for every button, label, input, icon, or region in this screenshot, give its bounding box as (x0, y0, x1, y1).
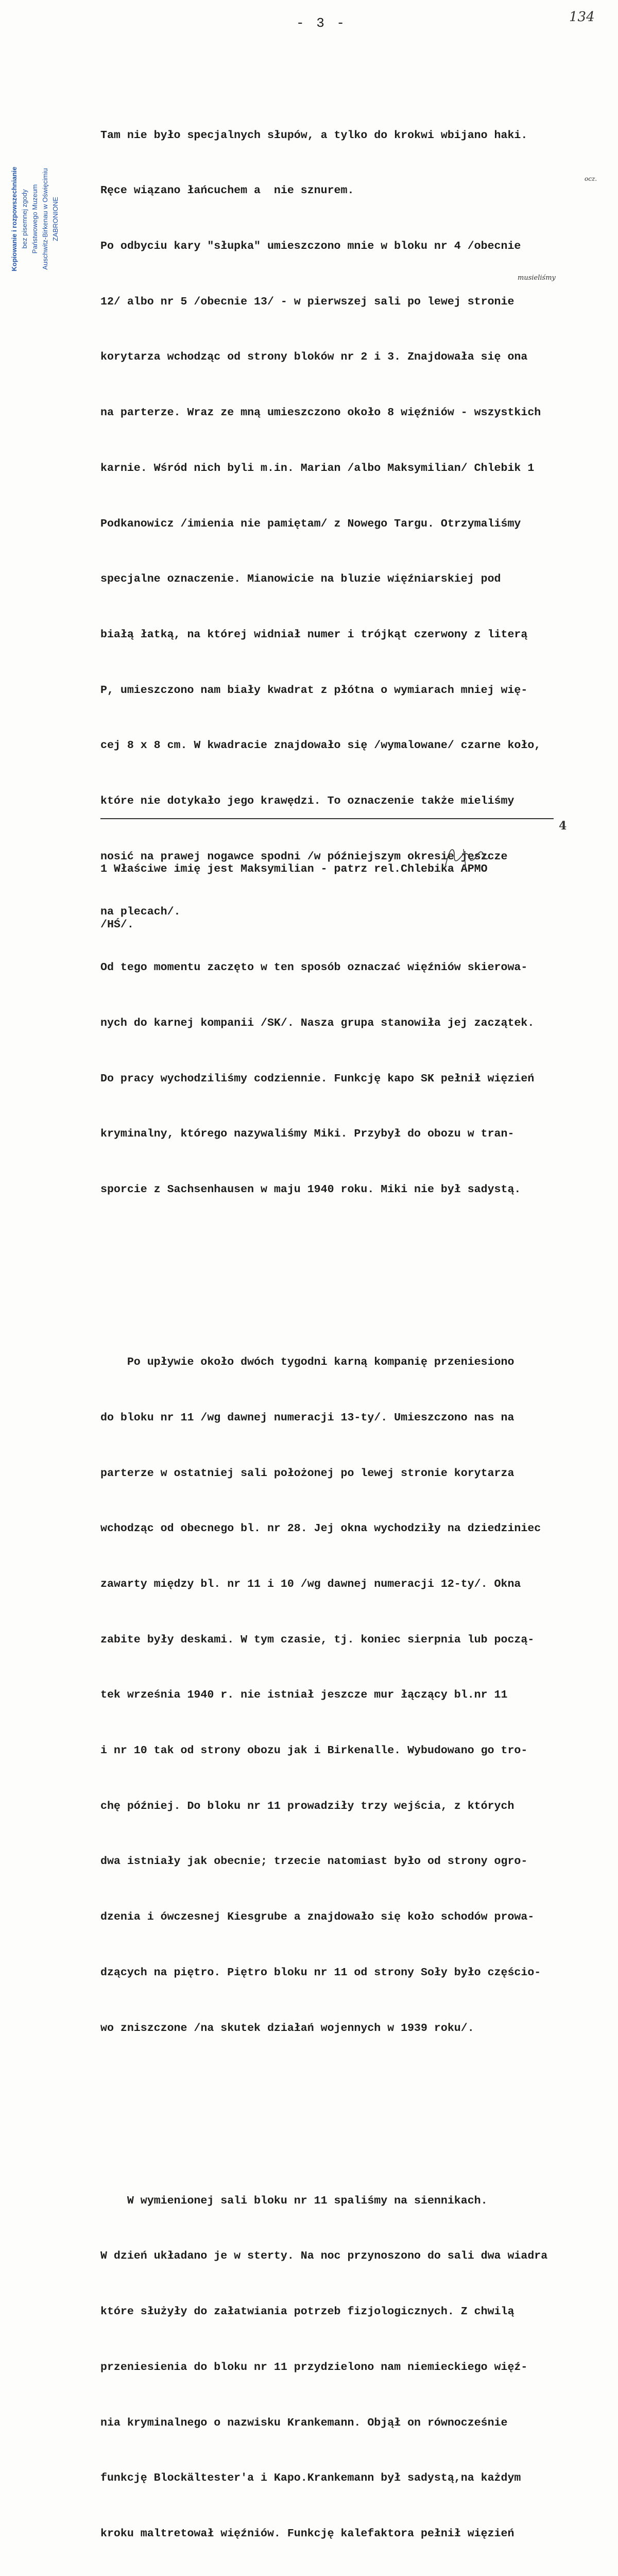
stamp-line: ZABRONIONE (52, 197, 59, 241)
text-line: 12/ albo nr 5 /obecnie 13/ - w pierwszej sali po lewej stronie (100, 295, 514, 308)
document-body (100, 53, 610, 2576)
text-line: specjalne oznaczenie. Mianowicie na bluzie więźniarskiej pod (100, 573, 501, 586)
text-line: przeniesienia do bloku nr 11 przydzielono nam niemieckiego więź- (100, 2361, 528, 2374)
text-line: wo zniszczone /na skutek działań wojennych w 1939 roku/. (100, 2022, 474, 2035)
text-line: które służyły do załatwiania potrzeb fizjologicznych. Z chwilą (100, 2306, 514, 2318)
text-line: parterze w ostatniej sali położonej po lewej stronie korytarza (100, 1467, 514, 1480)
text-line: zabite były deskami. W tym czasie, tj. koniec sierpnia lub począ- (100, 1633, 535, 1646)
text-line: kroku maltretował więźniów. Funkcję kalefaktora pełnił więzień (100, 2527, 514, 2540)
stamp-line: Auschwitz-Birkenau w Oświęcimiu (41, 168, 49, 270)
text-line: Podkanowicz /imienia nie pamiętam/ z Nowego Targu. Otrzymaliśmy (100, 517, 521, 530)
text-line: Do pracy wychodziliśmy codziennie. Funkcję kapo SK pełnił więzień (100, 1072, 535, 1085)
text-line: dzenia i ówczesnej Kiesgrube a znajdowało się koło schodów prowa- (100, 1911, 535, 1924)
text-line: tek września 1940 r. nie istniał jeszcze mur łączący bl.nr 11 (100, 1689, 508, 1702)
text-line: do bloku nr 11 /wg dawnej numeracji 13-ty/. Umieszczono nas na (100, 1411, 514, 1424)
text-line: dzących na piętro. Piętro bloku nr 11 od strony Soły było częścio- (100, 1966, 541, 1979)
text-line: białą łatką, na której widniał numer i trójkąt czerwony z literą (100, 628, 528, 641)
text-line: cej 8 x 8 cm. W kwadracie znajdowało się /wymalowane/ czarne koło, (100, 739, 541, 752)
stamp-line: Państwowego Muzeum (31, 184, 39, 254)
text-line: W dzień układano je w sterty. Na noc przynoszono do sali dwa wiadra (100, 2250, 548, 2263)
text-line: Po upływie około dwóch tygodni karną kompanię przeniesiono (100, 1356, 514, 1369)
inline-correction: musieliśmy (518, 274, 556, 282)
text-line: korytarza wchodząc od strony bloków nr 2 i 3. Znajdowała się ona (100, 351, 528, 364)
text-line: Tam nie było specjalnych słupów, a tylko do krokwi wbijano haki. (100, 129, 528, 142)
text-line: Ręce wiązano łańcuchem a nie sznurem. (100, 184, 354, 197)
text-line: nia kryminalnego o nazwisku Krankemann. Objął on równocześnie (100, 2416, 508, 2429)
museum-copyright-stamp (9, 149, 61, 289)
text-line: na parterze. Wraz ze mną umieszczono około 8 więźniów - wszystkich (100, 406, 541, 419)
text-line: P, umieszczono nam biały kwadrat z płótna o wymiarach mniej wię- (100, 684, 528, 697)
page-number: - 3 - (296, 15, 347, 31)
text-line: Od tego momentu zaczęto w ten sposób oznaczać więźniów skierowa- (100, 961, 528, 974)
text-line: które nie dotykało jego krawędzi. To oznaczenie także mieliśmy (100, 795, 514, 808)
archive-number: 134 (569, 9, 595, 25)
paragraph-2 (100, 1316, 610, 2075)
signature-icon (443, 845, 494, 868)
text-line: zawarty między bl. nr 11 i 10 /wg dawnej numeracji 12-ty/. Okna (100, 1578, 521, 1590)
footnote-line: 1 Właściwe imię jest Maksymilian - patrz rel.Chlebika APMO (100, 863, 488, 875)
text-line: sporcie z Sachsenhausen w maju 1940 roku. Miki nie był sadystą. (100, 1183, 521, 1196)
text-line: karnie. Wśród nich byli m.in. Marian /albo Maksymilian/ Chlebik 1 (100, 462, 535, 474)
footnote-line: /HŚ/. (100, 919, 134, 931)
text-line: nosić na prawej nogawce spodni /w późniejszym okresie jeszcze (100, 850, 508, 863)
footnote-divider (100, 818, 554, 819)
footnote (100, 823, 488, 953)
margin-note: ocz. (585, 175, 597, 182)
text-line: Po odbyciu kary "słupka" umieszczono mnie w bloku nr 4 /obecnie (100, 240, 521, 253)
paragraph-1 (100, 90, 610, 1236)
paragraph-3 (100, 2155, 610, 2576)
text-line: W wymienionej sali bloku nr 11 spaliśmy na siennikach. (100, 2194, 488, 2207)
text-line: kryminalny, którego nazywaliśmy Miki. Przybył do obozu w tran- (100, 1128, 514, 1141)
text-line: wchodząc od obecnego bl. nr 28. Jej okna wychodziły na dziedziniec (100, 1522, 541, 1535)
text-line: funkcję Blockältester'a i Kapo.Krankemann był sadystą,na każdym (100, 2472, 521, 2485)
text-line: nych do karnej kompanii /SK/. Nasza grupa stanowiła jej zaczątek. (100, 1016, 535, 1029)
text-line: i nr 10 tak od strony obozu jak i Birkenalle. Wybudowano go tro- (100, 1744, 528, 1757)
stamp-line: Kopiowanie i rozpowszechnianie (10, 166, 18, 272)
text-line: dwa istniały jak obecnie; trzecie natomiast było od strony ogro- (100, 1855, 528, 1868)
stamp-line: bez pisemnej zgody (21, 189, 28, 249)
text-line: na plecach/. (100, 906, 181, 919)
text-line: chę później. Do bloku nr 11 prowadziły trzy wejścia, z których (100, 1800, 514, 1812)
next-page-marker: 4 (559, 819, 567, 833)
